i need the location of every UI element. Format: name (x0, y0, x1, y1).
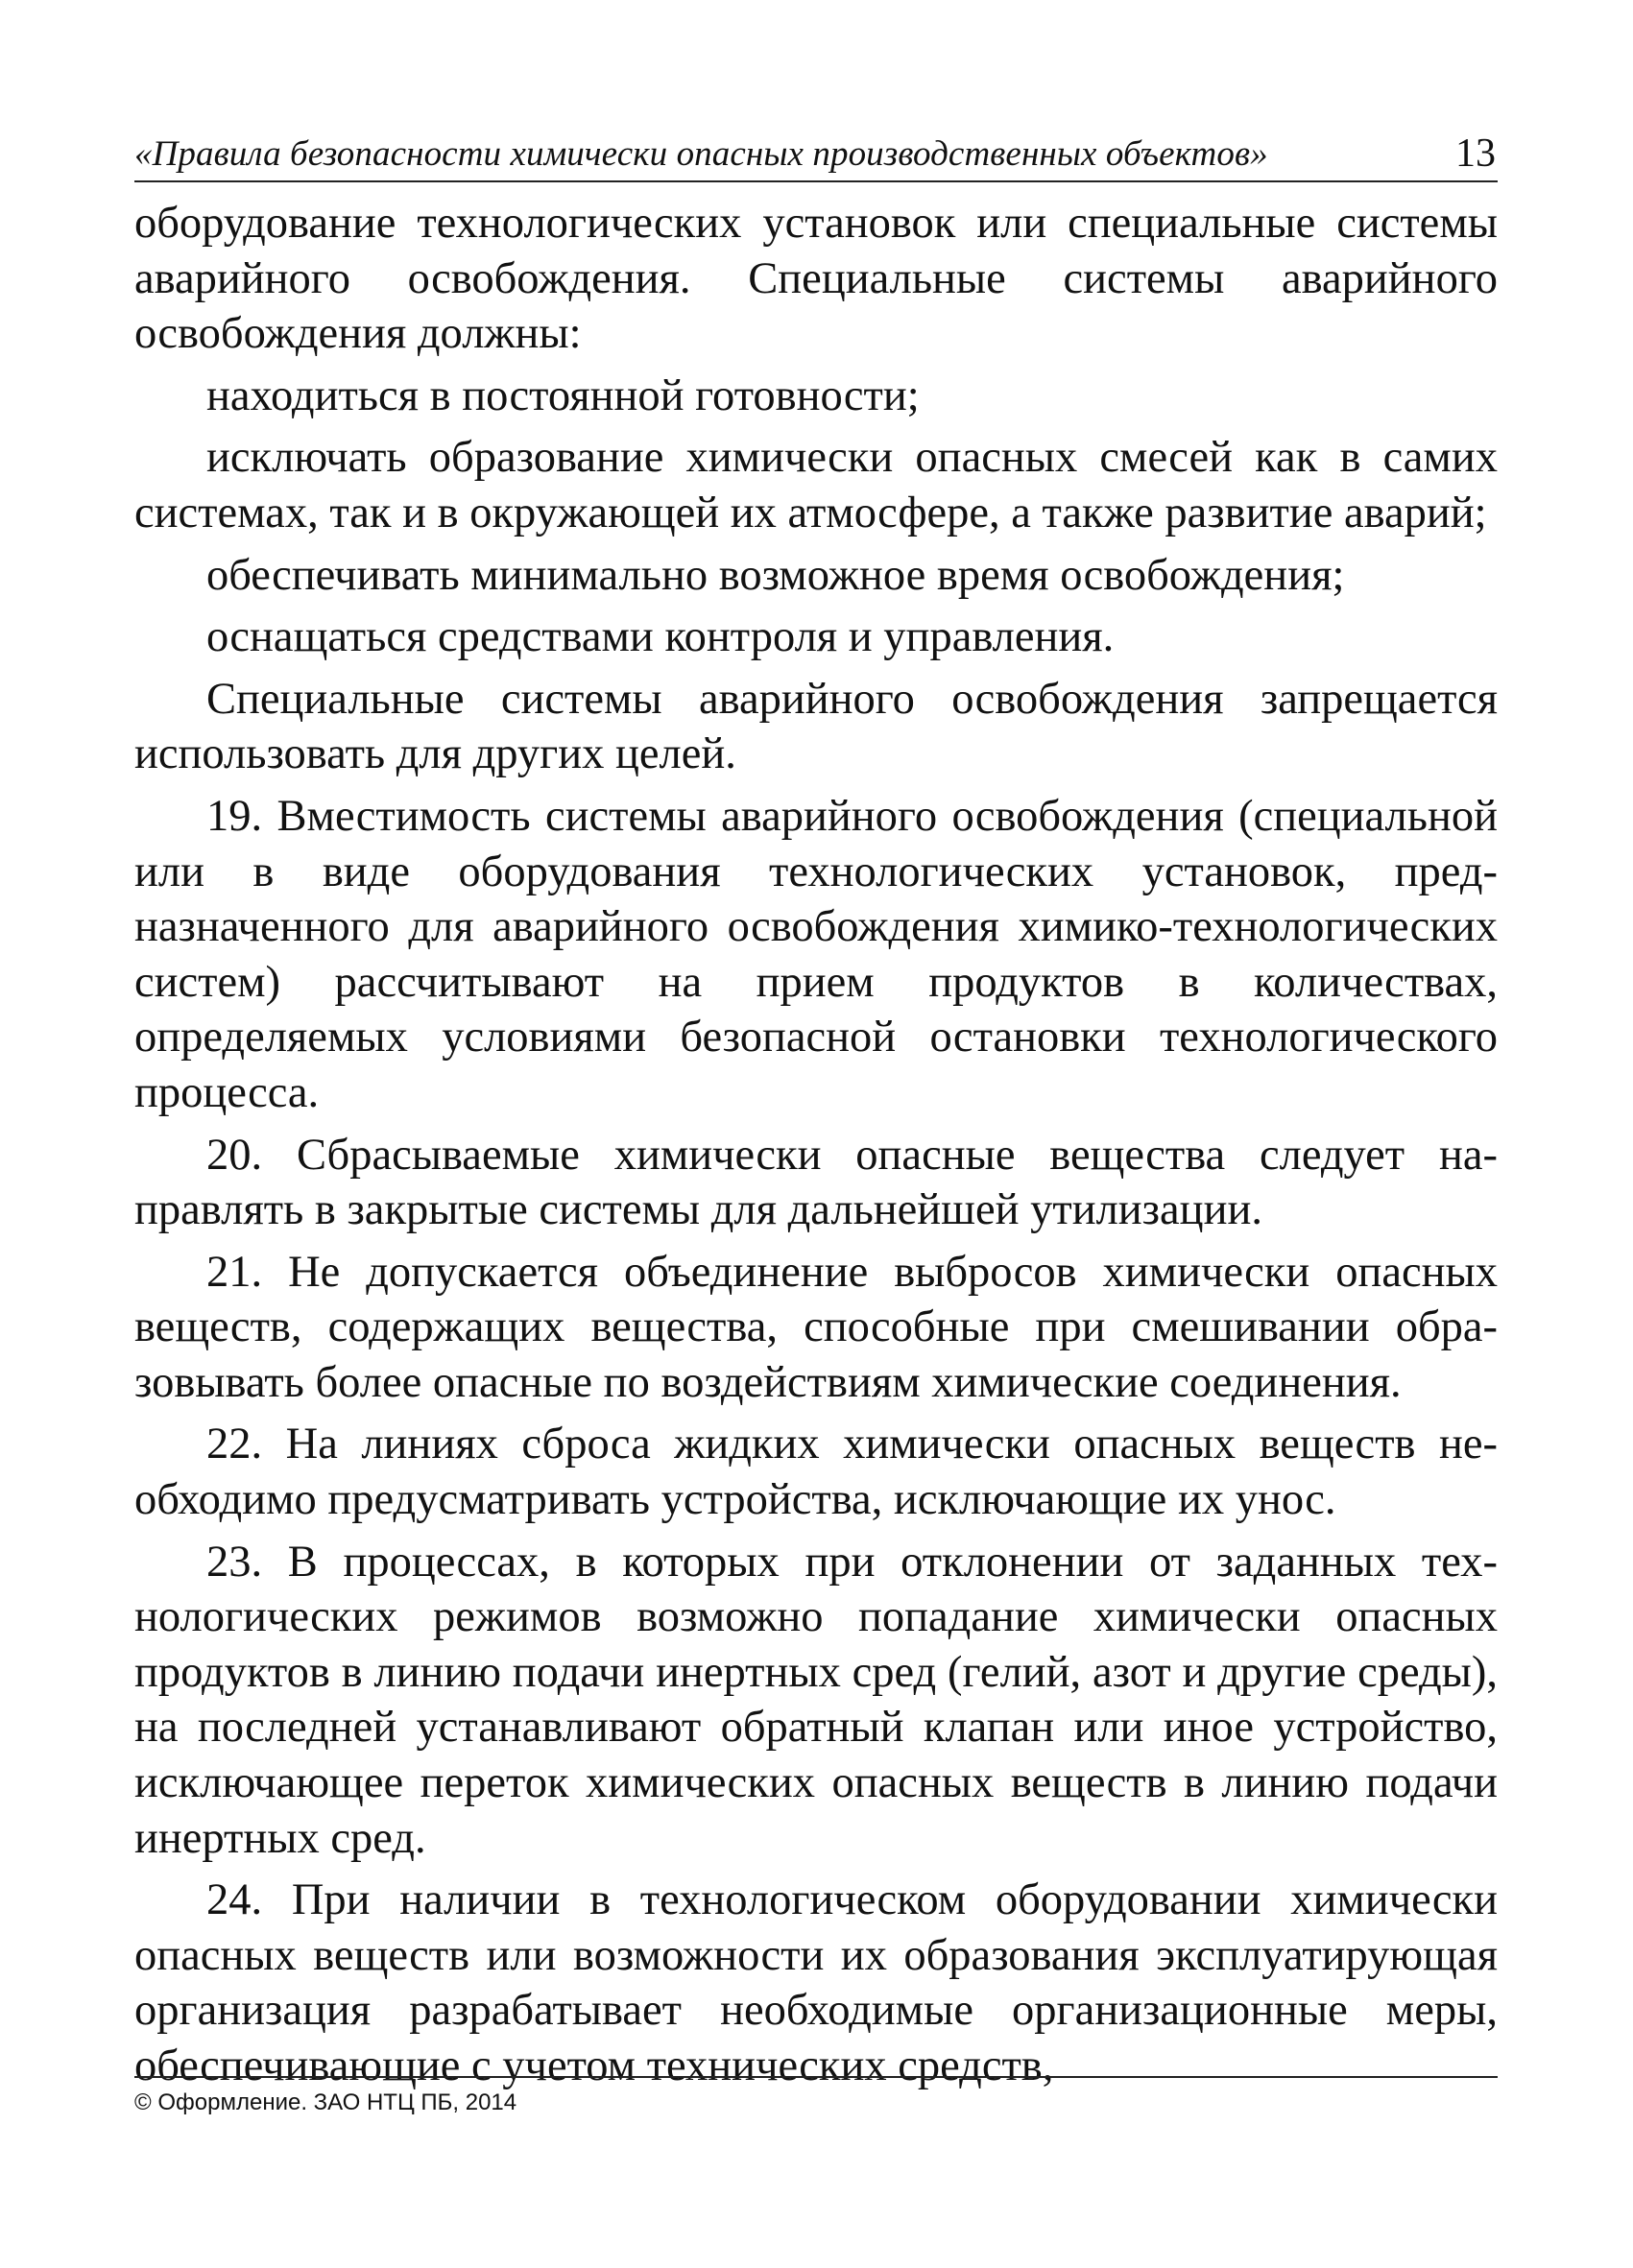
clause-23: 23. В процессах, в которых при отклонении от заданных технологических режимов возможно попадание химически опасных продуктов в линию подачи инертных сред (гелий, азот и другие среды), на последней устанавливают обратный клапан или иное устройство, исключающее переток химических опасных веществ в линию подачи инертных сред. (134, 1537, 1498, 1863)
clause-21: 21. Не допускается объединение выбросов химически опасных веществ, содержащих вещества, способные при смешивании образовывать более опасные по воздействиям химические соединения. (134, 1247, 1498, 1407)
running-title: «Правила безопасности химически опасных производственных объектов» (134, 134, 1268, 174)
page-number: 13 (1455, 131, 1496, 176)
clause-24: 24. При наличии в технологическом оборудовании химически опасных веществ или возможности их образования эксплуатирующая организация разрабатывает необходимые организационные меры, обеспечивающие с учетом технических средств, (134, 1875, 1498, 2090)
page-header (134, 125, 1498, 182)
document-page (134, 125, 1498, 2101)
paragraph: исключать образование химически опасных смесей как в самих системах, так и в окружающей их атмосфере, а также развитие аварий; (134, 433, 1498, 537)
page-footer (134, 2076, 1498, 2116)
body-text (134, 196, 1498, 2094)
clause-22: 22. На линиях сброса жидких химически опасных веществ необходимо предусматривать устройства, исключающие их унос. (134, 1420, 1498, 1525)
clause-19: 19. Вместимость системы аварийного освобождения (специальной или в виде оборудования технологических установок, предназначенного для аварийного освобождения химико-технологических систем) рассчитывают на прием продуктов в количествах, определяемых условиями безопасной остановки технологического процесса. (134, 791, 1498, 1117)
paragraph: находиться в постоянной готовности; (206, 370, 920, 420)
paragraph-continuation: оборудование технологических установок или специальные системы аварийного освобождения. Специальные системы аварийного освобождения должны: (134, 199, 1498, 359)
copyright-notice: © Оформление. ЗАО НТЦ ПБ, 2014 (134, 2089, 517, 2115)
paragraph: оснащаться средствами контроля и управления. (206, 612, 1115, 662)
paragraph: Специальные системы аварийного освобождения запрещается использовать для других целей. (134, 674, 1498, 779)
paragraph: обеспечивать минимально возможное время освобождения; (206, 550, 1345, 600)
clause-20: 20. Сбрасываемые химически опасные вещества следует направлять в закрытые системы для дальнейшей утилизации. (134, 1130, 1498, 1235)
